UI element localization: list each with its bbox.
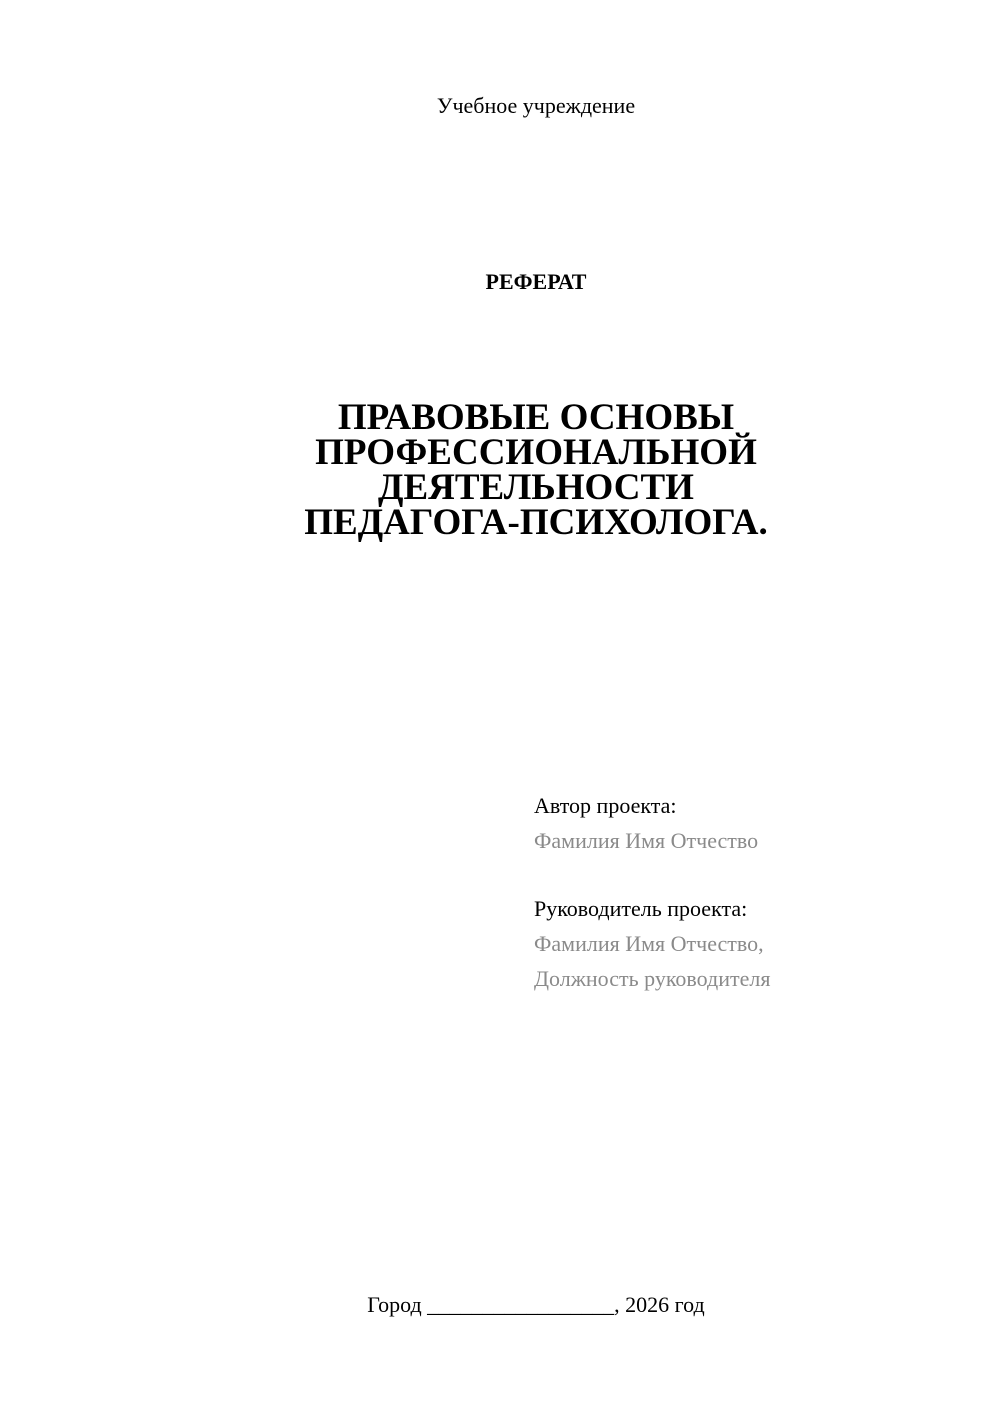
supervisor-label: Руководитель проекта: [534, 896, 748, 921]
document-type: РЕФЕРАТ [485, 269, 587, 294]
author-name: Фамилия Имя Отчество [534, 828, 759, 853]
supervisor-name: Фамилия Имя Отчество, [534, 931, 764, 956]
title-line-4: ПЕДАГОГА-ПСИХОЛОГА. [304, 502, 768, 543]
credits-spacer [534, 858, 974, 891]
credits-block [534, 788, 974, 996]
author-label: Автор проекта: [534, 793, 677, 818]
city-year-footer: Город _________________, 2026 год [367, 1292, 705, 1317]
institution-name: Учебное учреждение [436, 93, 636, 118]
document-title [200, 397, 872, 543]
title-line-3: ДЕЯТЕЛЬНОСТИ [378, 467, 694, 508]
supervisor-position: Должность руководителя [534, 966, 771, 991]
title-line-2: ПРОФЕССИОНАЛЬНОЙ [315, 432, 757, 473]
title-line-1: ПРАВОВЫЕ ОСНОВЫ [337, 397, 735, 438]
